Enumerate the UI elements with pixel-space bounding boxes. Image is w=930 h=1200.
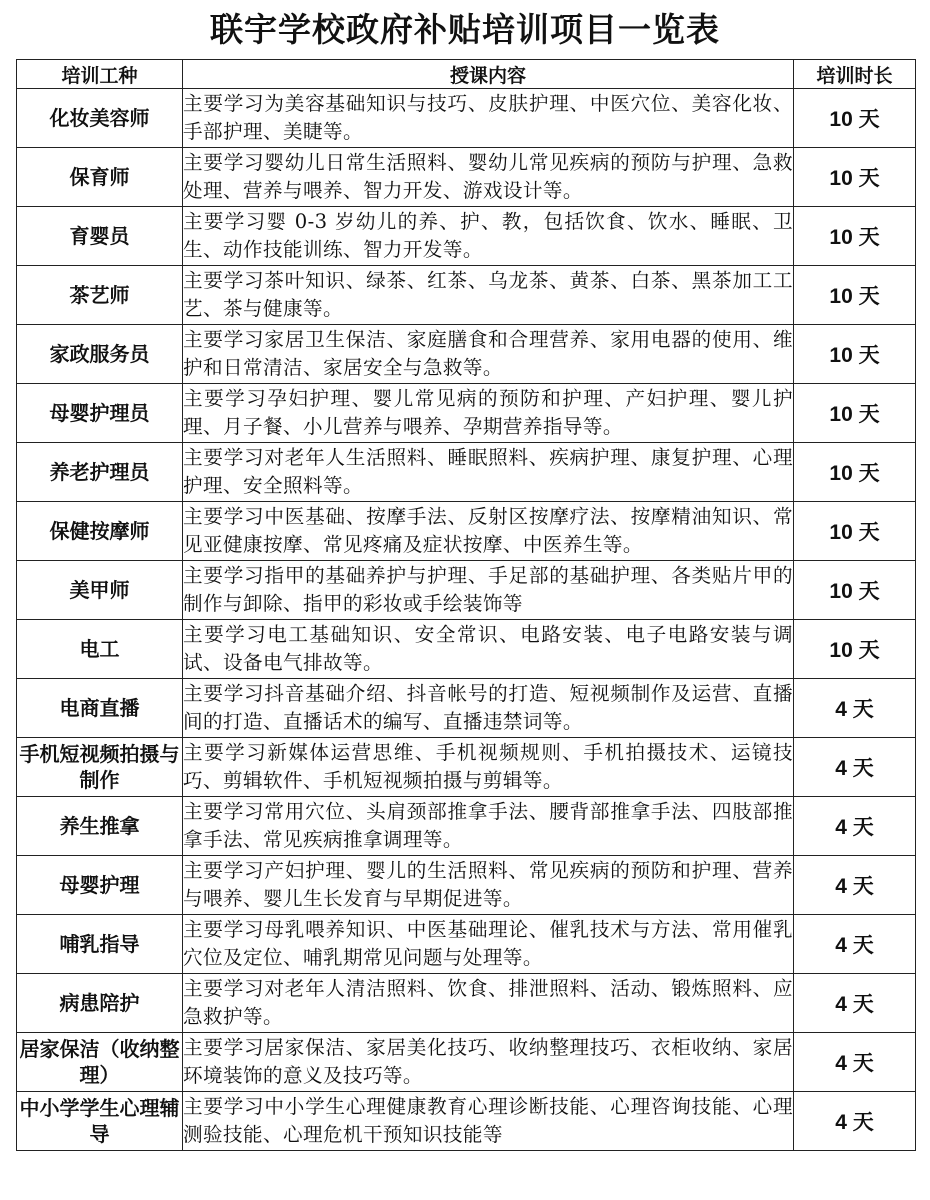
table-row	[17, 679, 916, 738]
duration-cell: 4 天	[794, 1092, 916, 1151]
header-training-type: 培训工种	[17, 60, 183, 89]
course-content-cell	[183, 679, 794, 738]
duration-cell: 10 天	[794, 561, 916, 620]
training-type-cell: 茶艺师	[17, 266, 183, 325]
duration-cell: 4 天	[794, 856, 916, 915]
table-row	[17, 974, 916, 1033]
table-row	[17, 561, 916, 620]
training-type-cell: 中小学学生心理辅导	[17, 1092, 183, 1151]
duration-cell: 10 天	[794, 148, 916, 207]
duration-cell: 10 天	[794, 207, 916, 266]
course-content-cell	[183, 620, 794, 679]
table-row	[17, 266, 916, 325]
duration-cell: 10 天	[794, 266, 916, 325]
course-content-cell	[183, 797, 794, 856]
duration-cell: 10 天	[794, 502, 916, 561]
course-content-text: 主要学习电工基础知识、安全常识、电路安装、电子电路安装与调试、设备电气排故等。	[183, 623, 793, 674]
table-row	[17, 207, 916, 266]
course-content-cell	[183, 207, 794, 266]
course-content-cell	[183, 1033, 794, 1092]
table-row	[17, 797, 916, 856]
training-type-cell: 电工	[17, 620, 183, 679]
duration-cell: 4 天	[794, 797, 916, 856]
table-row	[17, 738, 916, 797]
training-type-cell: 美甲师	[17, 561, 183, 620]
table-row	[17, 443, 916, 502]
training-type-cell: 化妆美容师	[17, 89, 183, 148]
training-type-cell: 哺乳指导	[17, 915, 183, 974]
duration-cell: 10 天	[794, 620, 916, 679]
training-type-cell: 养生推拿	[17, 797, 183, 856]
course-content-cell	[183, 856, 794, 915]
course-content-cell	[183, 974, 794, 1033]
table-row	[17, 148, 916, 207]
course-content-cell	[183, 738, 794, 797]
course-content-text: 主要学习婴 0-3 岁幼儿的养、护、教，包括饮食、饮水、睡眠、卫生、动作技能训练、智力开发等。	[183, 210, 793, 261]
course-content-cell	[183, 561, 794, 620]
duration-cell: 4 天	[794, 738, 916, 797]
course-content-text: 主要学习抖音基础介绍、抖音帐号的打造、短视频制作及运营、直播间的打造、直播话术的编写、直播违禁词等。	[183, 682, 793, 733]
course-content-text: 主要学习孕妇护理、婴儿常见病的预防和护理、产妇护理、婴儿护理、月子餐、小儿营养与喂养、孕期营养指导等。	[183, 387, 793, 438]
course-content-cell	[183, 915, 794, 974]
course-content-text: 主要学习中医基础、按摩手法、反射区按摩疗法、按摩精油知识、常见亚健康按摩、常见疼痛及症状按摩、中医养生等。	[183, 505, 793, 556]
course-content-text: 主要学习产妇护理、婴儿的生活照料、常见疾病的预防和护理、营养与喂养、婴儿生长发育与早期促进等。	[183, 859, 793, 910]
table-row	[17, 1033, 916, 1092]
course-content-text: 主要学习母乳喂养知识、中医基础理论、催乳技术与方法、常用催乳穴位及定位、哺乳期常见问题与处理等。	[183, 918, 793, 969]
table-row	[17, 915, 916, 974]
course-content-cell	[183, 266, 794, 325]
course-content-cell	[183, 1092, 794, 1151]
course-content-cell	[183, 443, 794, 502]
table-row	[17, 89, 916, 148]
training-type-cell: 家政服务员	[17, 325, 183, 384]
duration-cell: 10 天	[794, 384, 916, 443]
course-content-cell	[183, 148, 794, 207]
course-content-text: 主要学习常用穴位、头肩颈部推拿手法、腰背部推拿手法、四肢部推拿手法、常见疾病推拿调理等。	[183, 800, 793, 851]
course-content-text: 主要学习新媒体运营思维、手机视频规则、手机拍摄技术、运镜技巧、剪辑软件、手机短视频拍摄与剪辑等。	[183, 741, 793, 792]
duration-cell: 4 天	[794, 974, 916, 1033]
training-table	[16, 59, 916, 1151]
training-type-cell: 病患陪护	[17, 974, 183, 1033]
course-content-text: 主要学习对老年人生活照料、睡眠照料、疾病护理、康复护理、心理护理、安全照料等。	[183, 446, 793, 497]
course-content-text: 主要学习对老年人清洁照料、饮食、排泄照料、活动、锻炼照料、应急救护等。	[183, 977, 793, 1028]
duration-cell: 10 天	[794, 325, 916, 384]
training-type-cell: 电商直播	[17, 679, 183, 738]
table-row	[17, 620, 916, 679]
training-type-cell: 母婴护理	[17, 856, 183, 915]
course-content-text: 主要学习居家保洁、家居美化技巧、收纳整理技巧、衣柜收纳、家居环境装饰的意义及技巧等。	[183, 1036, 793, 1087]
training-type-cell: 保健按摩师	[17, 502, 183, 561]
training-type-cell: 居家保洁（收纳整理）	[17, 1033, 183, 1092]
duration-cell: 10 天	[794, 443, 916, 502]
training-type-cell: 育婴员	[17, 207, 183, 266]
header-duration: 培训时长	[794, 60, 916, 89]
training-type-cell: 养老护理员	[17, 443, 183, 502]
duration-cell: 10 天	[794, 89, 916, 148]
course-content-text: 主要学习婴幼儿日常生活照料、婴幼儿常见疾病的预防与护理、急救处理、营养与喂养、智力开发、游戏设计等。	[183, 151, 793, 202]
training-type-cell: 母婴护理员	[17, 384, 183, 443]
course-content-text: 主要学习为美容基础知识与技巧、皮肤护理、中医穴位、美容化妆、手部护理、美睫等。	[183, 92, 793, 143]
page-title: 联宇学校政府补贴培训项目一览表	[210, 10, 720, 49]
duration-cell: 4 天	[794, 915, 916, 974]
course-content-text: 主要学习茶叶知识、绿茶、红茶、乌龙茶、黄茶、白茶、黑茶加工工艺、茶与健康等。	[183, 269, 793, 320]
course-content-cell	[183, 89, 794, 148]
training-type-cell: 保育师	[17, 148, 183, 207]
course-content-cell	[183, 502, 794, 561]
table-row	[17, 856, 916, 915]
duration-cell: 4 天	[794, 1033, 916, 1092]
course-content-text: 主要学习指甲的基础养护与护理、手足部的基础护理、各类贴片甲的制作与卸除、指甲的彩妆或手绘装饰等	[183, 564, 793, 615]
header-course-content: 授课内容	[183, 60, 794, 89]
course-content-cell	[183, 384, 794, 443]
duration-cell: 4 天	[794, 679, 916, 738]
table-row	[17, 502, 916, 561]
course-content-cell	[183, 325, 794, 384]
training-type-cell: 手机短视频拍摄与制作	[17, 738, 183, 797]
table-row	[17, 384, 916, 443]
course-content-text: 主要学习家居卫生保洁、家庭膳食和合理营养、家用电器的使用、维护和日常清洁、家居安全与急救等。	[183, 328, 793, 379]
table-header-row	[17, 60, 916, 89]
table-row	[17, 1092, 916, 1151]
course-content-text: 主要学习中小学生心理健康教育心理诊断技能、心理咨询技能、心理测验技能、心理危机干预知识技能等	[183, 1095, 793, 1146]
table-row	[17, 325, 916, 384]
